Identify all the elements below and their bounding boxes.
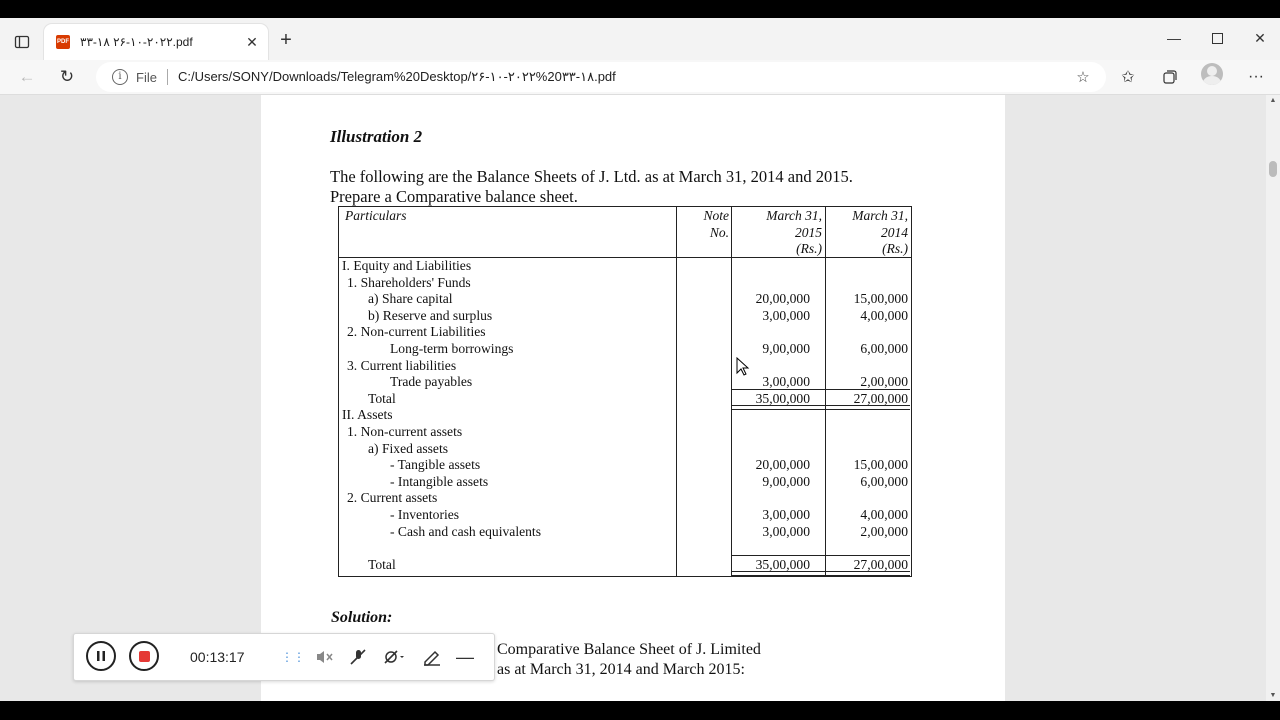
table-cell-2014: 27,00,000	[853, 556, 908, 572]
table-cell-2014: 6,00,000	[860, 341, 908, 356]
scroll-thumb[interactable]	[1269, 161, 1277, 177]
pdf-icon: PDF	[56, 35, 70, 49]
stop-record-icon[interactable]	[129, 641, 159, 671]
table-row-label: - Inventories	[390, 507, 460, 522]
url-text: C:/Users/SONY/Downloads/Telegram%20Desktop/۲۶-۱۰-۲۰۲۲%20۳۳-۱۸.pdf	[177, 69, 616, 84]
double-underline	[732, 405, 910, 410]
table-cell-2015: 3,00,000	[762, 523, 810, 539]
recording-timer: 00:13:17	[190, 649, 245, 665]
bottom-black-bar	[0, 701, 1280, 720]
table-row-label: I. Equity and Liabilities	[342, 258, 472, 273]
table-cell-2014: 6,00,000	[860, 473, 908, 489]
profile-avatar-icon[interactable]	[1201, 63, 1223, 85]
collections-icon[interactable]	[1158, 65, 1182, 89]
table-row-label: Total	[368, 390, 396, 406]
top-black-bar	[0, 0, 1280, 18]
table-row-label: - Cash and cash equivalents	[390, 523, 541, 539]
table-row-label: Long-term borrowings	[390, 341, 514, 356]
minimize-icon[interactable]: —	[1167, 30, 1181, 46]
solution-heading: Solution:	[331, 609, 393, 626]
favorites-icon[interactable]: ✩	[1121, 69, 1135, 86]
info-icon[interactable]: i	[112, 69, 128, 85]
column-divider	[676, 207, 677, 576]
header-particulars: Particulars	[345, 208, 407, 223]
table-cell-2014: 15,00,000	[853, 291, 908, 307]
pause-icon[interactable]	[86, 641, 116, 671]
table-cell-2015: 35,00,000	[755, 556, 810, 572]
table-row-label: Trade payables	[390, 374, 473, 390]
subtotal-line	[732, 555, 910, 556]
url-field[interactable]	[96, 62, 1106, 92]
table-cell-2014: 27,00,000	[853, 390, 908, 406]
tab-pdf[interactable]	[44, 24, 268, 60]
table-row-label: - Tangible assets	[390, 457, 481, 473]
pdf-viewer[interactable]	[0, 95, 1266, 701]
tab-strip	[0, 18, 1280, 60]
header-2015: March 31, 2015 (Rs.)	[766, 208, 822, 256]
pdf-page	[261, 95, 1005, 701]
balance-sheet-table	[338, 206, 912, 577]
table-row-label: a) Share capital	[368, 291, 453, 307]
table-cell-2015: 20,00,000	[755, 457, 810, 473]
table-row-label: 1. Non-current assets	[347, 424, 463, 439]
intro-line-1: The following are the Balance Sheets of J. Ltd. as at March 31, 2014 and 2015.	[330, 167, 853, 186]
table-cell-2015: 9,00,000	[762, 473, 810, 489]
vertical-scrollbar[interactable]	[1266, 95, 1280, 701]
close-icon[interactable]: ✕	[246, 33, 258, 50]
table-row-label: Total	[368, 556, 396, 572]
header-note: Note No.	[703, 208, 729, 240]
speaker-muted-icon[interactable]	[314, 646, 336, 668]
illustration-heading: Illustration 2	[330, 127, 423, 146]
header-2014: March 31, 2014 (Rs.)	[852, 208, 908, 256]
table-cell-2015: 3,00,000	[762, 507, 810, 522]
star-plus-icon[interactable]: ☆	[1076, 69, 1090, 86]
subtotal-line	[732, 389, 910, 390]
mouse-cursor-icon	[736, 357, 750, 377]
table-row-label: 1. Shareholders' Funds	[347, 274, 471, 290]
table-cell-2015: 3,00,000	[762, 374, 810, 390]
column-divider	[825, 207, 826, 576]
table-row-label: 3. Current liabilities	[347, 357, 457, 373]
plus-icon[interactable]: +	[280, 29, 292, 51]
table-cell-2014: 4,00,000	[860, 507, 908, 522]
table-row-label: - Intangible assets	[390, 473, 489, 489]
scroll-down-icon[interactable]: ▼	[1269, 692, 1277, 699]
microphone-off-icon[interactable]	[347, 646, 369, 668]
table-row-label: II. Assets	[342, 407, 393, 423]
url-scheme: File	[136, 69, 157, 85]
back-arrow-icon[interactable]: ←	[18, 67, 36, 86]
solution-title: Comparative Balance Sheet of J. Limited as at March 31, 2014 and March 2015:	[497, 641, 761, 678]
table-row-label: 2. Non-current Liabilities	[347, 324, 486, 340]
screen-recorder-toolbar	[73, 633, 495, 681]
tab-actions-icon[interactable]	[10, 30, 34, 54]
table-cell-2014: 4,00,000	[860, 307, 908, 323]
table-row-label: a) Fixed assets	[368, 440, 449, 456]
double-underline	[732, 571, 910, 576]
table-row-label: b) Reserve and surplus	[368, 307, 493, 323]
maximize-icon[interactable]	[1205, 28, 1229, 48]
intro-text	[330, 167, 970, 206]
table-cell-2015: 3,00,000	[762, 307, 810, 323]
table-cell-2014: 2,00,000	[860, 374, 908, 390]
webcam-off-icon[interactable]	[382, 646, 404, 668]
table-cell-2015: 9,00,000	[762, 341, 810, 356]
table-row-label: 2. Current assets	[347, 490, 438, 506]
table-cell-2014: 2,00,000	[860, 523, 908, 539]
intro-line-2: Prepare a Comparative balance sheet.	[330, 186, 578, 206]
tab-title: ۳۳-۱۸ ۲۶-۱۰-۲۰۲۲.pdf	[80, 35, 193, 49]
drag-handle-icon[interactable]: ⋮⋮	[281, 650, 305, 664]
table-cell-2015: 20,00,000	[755, 291, 810, 307]
scroll-up-icon[interactable]: ▲	[1269, 97, 1277, 104]
table-cell-2015: 35,00,000	[755, 390, 810, 406]
refresh-icon[interactable]: ↻	[59, 67, 75, 86]
address-bar	[0, 60, 1280, 95]
minimize-toolbar-icon[interactable]: —	[456, 646, 474, 667]
window-close-icon[interactable]: ✕	[1254, 29, 1266, 46]
table-cell-2014: 15,00,000	[853, 457, 908, 473]
url-separator	[167, 69, 168, 85]
column-divider	[731, 207, 732, 576]
more-dots-icon[interactable]: ···	[1248, 68, 1264, 85]
pen-draw-icon[interactable]	[421, 646, 443, 668]
